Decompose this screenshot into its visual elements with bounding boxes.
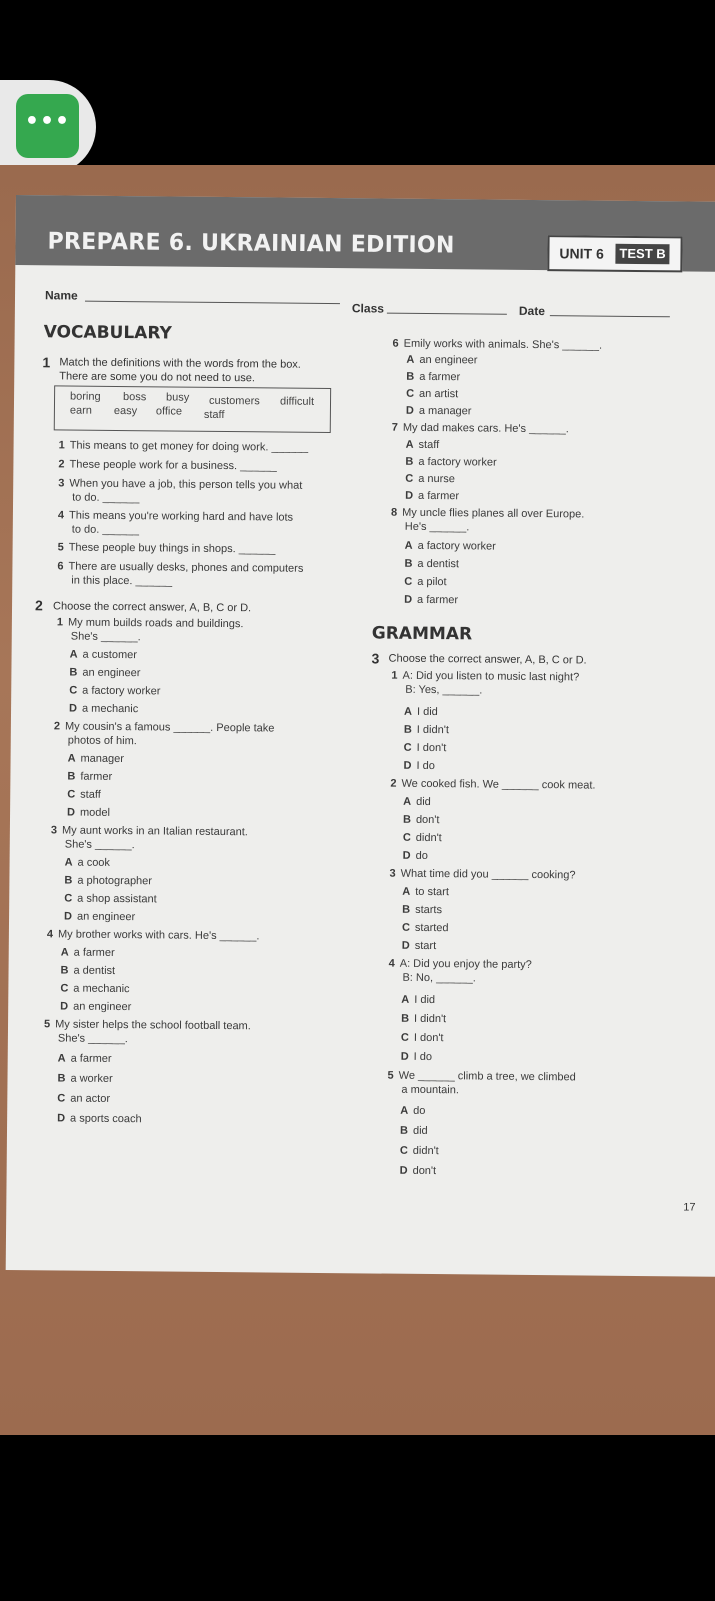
instruction-line: There are some you do not need to use. [59,370,255,385]
item-text: in this place. ______ [71,574,173,588]
option[interactable]: C started [401,921,449,935]
option[interactable]: D model [67,806,111,819]
question-text: My uncle flies planes all over Europe. [402,506,585,521]
class-line[interactable] [387,313,507,315]
exercise-3-number: 3 [371,650,380,667]
question-text: She's ______. [57,1032,128,1046]
item-text: This means to get money for doing work. ______ [69,439,309,454]
option[interactable]: A I did [403,705,438,719]
option[interactable]: C a shop assistant [64,892,157,906]
question-text: A: Did you enjoy the party? [399,957,532,971]
option[interactable]: B I didn't [401,1012,447,1026]
option[interactable]: B a photographer [64,874,153,888]
item-number: 4 [57,509,65,522]
word: staff [203,408,225,422]
exercise-1-number: 1 [42,354,51,371]
ex1-item [59,438,309,454]
option[interactable]: A a farmer [60,946,115,959]
ex2-question [51,823,248,853]
option[interactable]: A a cook [64,856,111,869]
ex2-question [393,337,603,353]
item-number: 6 [57,560,64,573]
exercise-3-instruction: Choose the correct answer, A, B, C or D. [388,652,587,667]
question-number: 4 [46,928,54,941]
question-text: Emily works with animals. She's ______. [403,337,603,352]
option[interactable]: A did [403,795,431,809]
item-number: 1 [58,439,65,452]
question-text: We cooked fish. We ______ cook meat. [401,777,596,792]
ex3-question [390,777,595,793]
name-line[interactable] [85,301,340,304]
question-number: 2 [53,720,61,733]
option[interactable]: D a sports coach [57,1112,142,1126]
question-text: My sister helps the school football team. [55,1018,251,1033]
question-number: 3 [50,824,58,837]
class-label: Class [351,301,385,316]
ex1-item [58,508,293,538]
option[interactable]: D a mechanic [69,702,139,716]
question-number: 4 [388,957,395,970]
option[interactable]: B don't [402,813,440,827]
option[interactable]: A I did [401,993,436,1007]
question-text: We ______ climb a tree, we climbed [398,1069,576,1084]
instruction-line: Match the definitions with the words from the box. [59,356,301,371]
item-text: When you have a job, this person tells you what [69,477,303,492]
option[interactable]: C a mechanic [60,982,130,996]
option[interactable]: A a customer [69,648,138,662]
option[interactable]: B starts [402,903,443,917]
word: difficult [279,395,315,408]
option[interactable]: C staff [67,788,101,801]
option[interactable]: D a manager [405,404,472,418]
bottom-black-area [0,1435,715,1601]
word: boss [123,391,147,404]
option[interactable]: A a factory worker [404,539,496,553]
question-text: My dad makes cars. He's ______. [402,421,569,436]
ex1-item [58,457,277,473]
ex2-question [391,506,585,536]
status-area [0,0,715,165]
grammar-heading: GRAMMAR [371,623,473,645]
option[interactable]: D start [401,939,437,953]
question-text: He's ______. [404,520,470,534]
question-number: 1 [56,616,64,629]
option[interactable]: D don't [399,1164,437,1178]
option[interactable]: C an actor [57,1092,111,1105]
word: busy [166,391,190,404]
option[interactable]: A manager [67,752,125,766]
test-badge: TEST B [615,244,669,265]
option[interactable]: B did [399,1124,428,1137]
question-text: A: Did you listen to music last night? [402,669,580,684]
word: boring [70,390,101,403]
option[interactable]: D an engineer [60,1000,132,1014]
question-text: My cousin's a famous ______. People take [64,720,275,735]
word: customers [208,394,260,408]
item-number: 5 [57,541,64,554]
ex2-question [57,615,244,645]
word: earn [69,404,93,417]
option[interactable]: A do [400,1104,426,1117]
ex1-item [58,540,276,556]
worksheet-page [6,195,715,1277]
option[interactable]: B a farmer [406,370,461,384]
exercise-1-instruction [59,355,301,385]
question-text: B: No, ______. [402,971,476,985]
page-number: 17 [683,1201,696,1214]
question-number: 5 [43,1018,51,1031]
option[interactable]: C didn't [399,1144,439,1158]
question-number: 5 [387,1069,394,1082]
question-number: 1 [391,669,398,682]
ex2-question [47,927,260,943]
exercise-2-number: 2 [34,597,43,614]
question-number: 3 [389,867,396,880]
unit-test-box [547,235,682,272]
item-number: 2 [58,458,65,471]
option[interactable]: A a farmer [57,1052,112,1065]
question-text: She's ______. [64,838,135,852]
question-text: She's ______. [70,630,141,644]
option[interactable]: B a dentist [60,964,116,977]
question-number: 6 [392,337,399,350]
ex2-question [44,1017,251,1047]
exercise-2-instruction: Choose the correct answer, A, B, C or D. [52,600,252,615]
option[interactable]: B a worker [57,1072,113,1085]
ex3-question [389,867,575,883]
question-number: 8 [390,506,398,519]
question-text: photos of him. [67,734,137,748]
option[interactable]: C a factory worker [69,684,161,698]
option[interactable]: B an engineer [69,666,141,680]
ex3-question [388,957,531,986]
more-dots-icon[interactable]: ••• [16,94,79,158]
option[interactable]: A an engineer [406,353,478,367]
question-text: B: Yes, ______. [405,683,483,697]
ex2-question [392,421,569,437]
date-label: Date [518,303,545,319]
name-label: Name [44,288,78,303]
ex1-item [57,559,303,589]
option[interactable]: C a nurse [405,472,456,486]
option[interactable]: A staff [405,438,440,452]
question-text: a mountain. [401,1083,459,1097]
ex2-question [54,719,275,749]
option[interactable]: C didn't [402,831,442,845]
option[interactable]: C a pilot [404,575,447,589]
option[interactable]: D I do [403,759,435,773]
option[interactable]: C I don't [403,741,447,755]
question-text: My mum builds roads and buildings. [67,616,244,631]
word: office [155,405,183,418]
question-number: 2 [390,777,397,790]
item-text: to do. ______ [71,523,140,537]
option[interactable]: A to start [402,885,449,899]
option[interactable]: B a factory worker [405,455,497,469]
option[interactable]: B a dentist [404,557,460,571]
ex3-question [387,1069,575,1099]
floating-app-bubble[interactable] [0,80,96,174]
item-number: 3 [58,477,65,490]
ex1-item [58,476,302,506]
ex3-question [391,669,579,699]
item-text: This means you're working hard and have lots [68,509,294,524]
option[interactable]: D a farmer [404,593,459,607]
vocabulary-heading: VOCABULARY [43,322,172,344]
option[interactable]: D do [402,849,428,862]
option[interactable]: B I didn't [403,723,449,737]
option[interactable]: D a farmer [405,489,460,503]
option[interactable]: C I don't [400,1031,444,1045]
option[interactable]: D an engineer [64,910,136,924]
option[interactable]: B farmer [67,770,113,783]
option[interactable]: D I do [400,1050,433,1064]
word-box [54,385,331,433]
item-text: These people buy things in shops. ______ [68,541,276,556]
item-text: These people work for a business. ______ [69,458,277,473]
question-text: My aunt works in an Italian restaurant. [61,824,248,839]
option[interactable]: C an artist [406,387,459,401]
date-line[interactable] [550,315,670,317]
item-text: to do. ______ [72,491,140,505]
word: easy [113,404,138,418]
item-text: There are usually desks, phones and computers [68,560,304,575]
unit-label: UNIT 6 [559,245,604,262]
question-number: 7 [391,421,398,434]
book-title: PREPARE 6. UKRAINIAN EDITION [47,228,455,259]
question-text: What time did you ______ cooking? [400,867,576,882]
question-text: My brother works with cars. He's ______. [57,928,260,943]
